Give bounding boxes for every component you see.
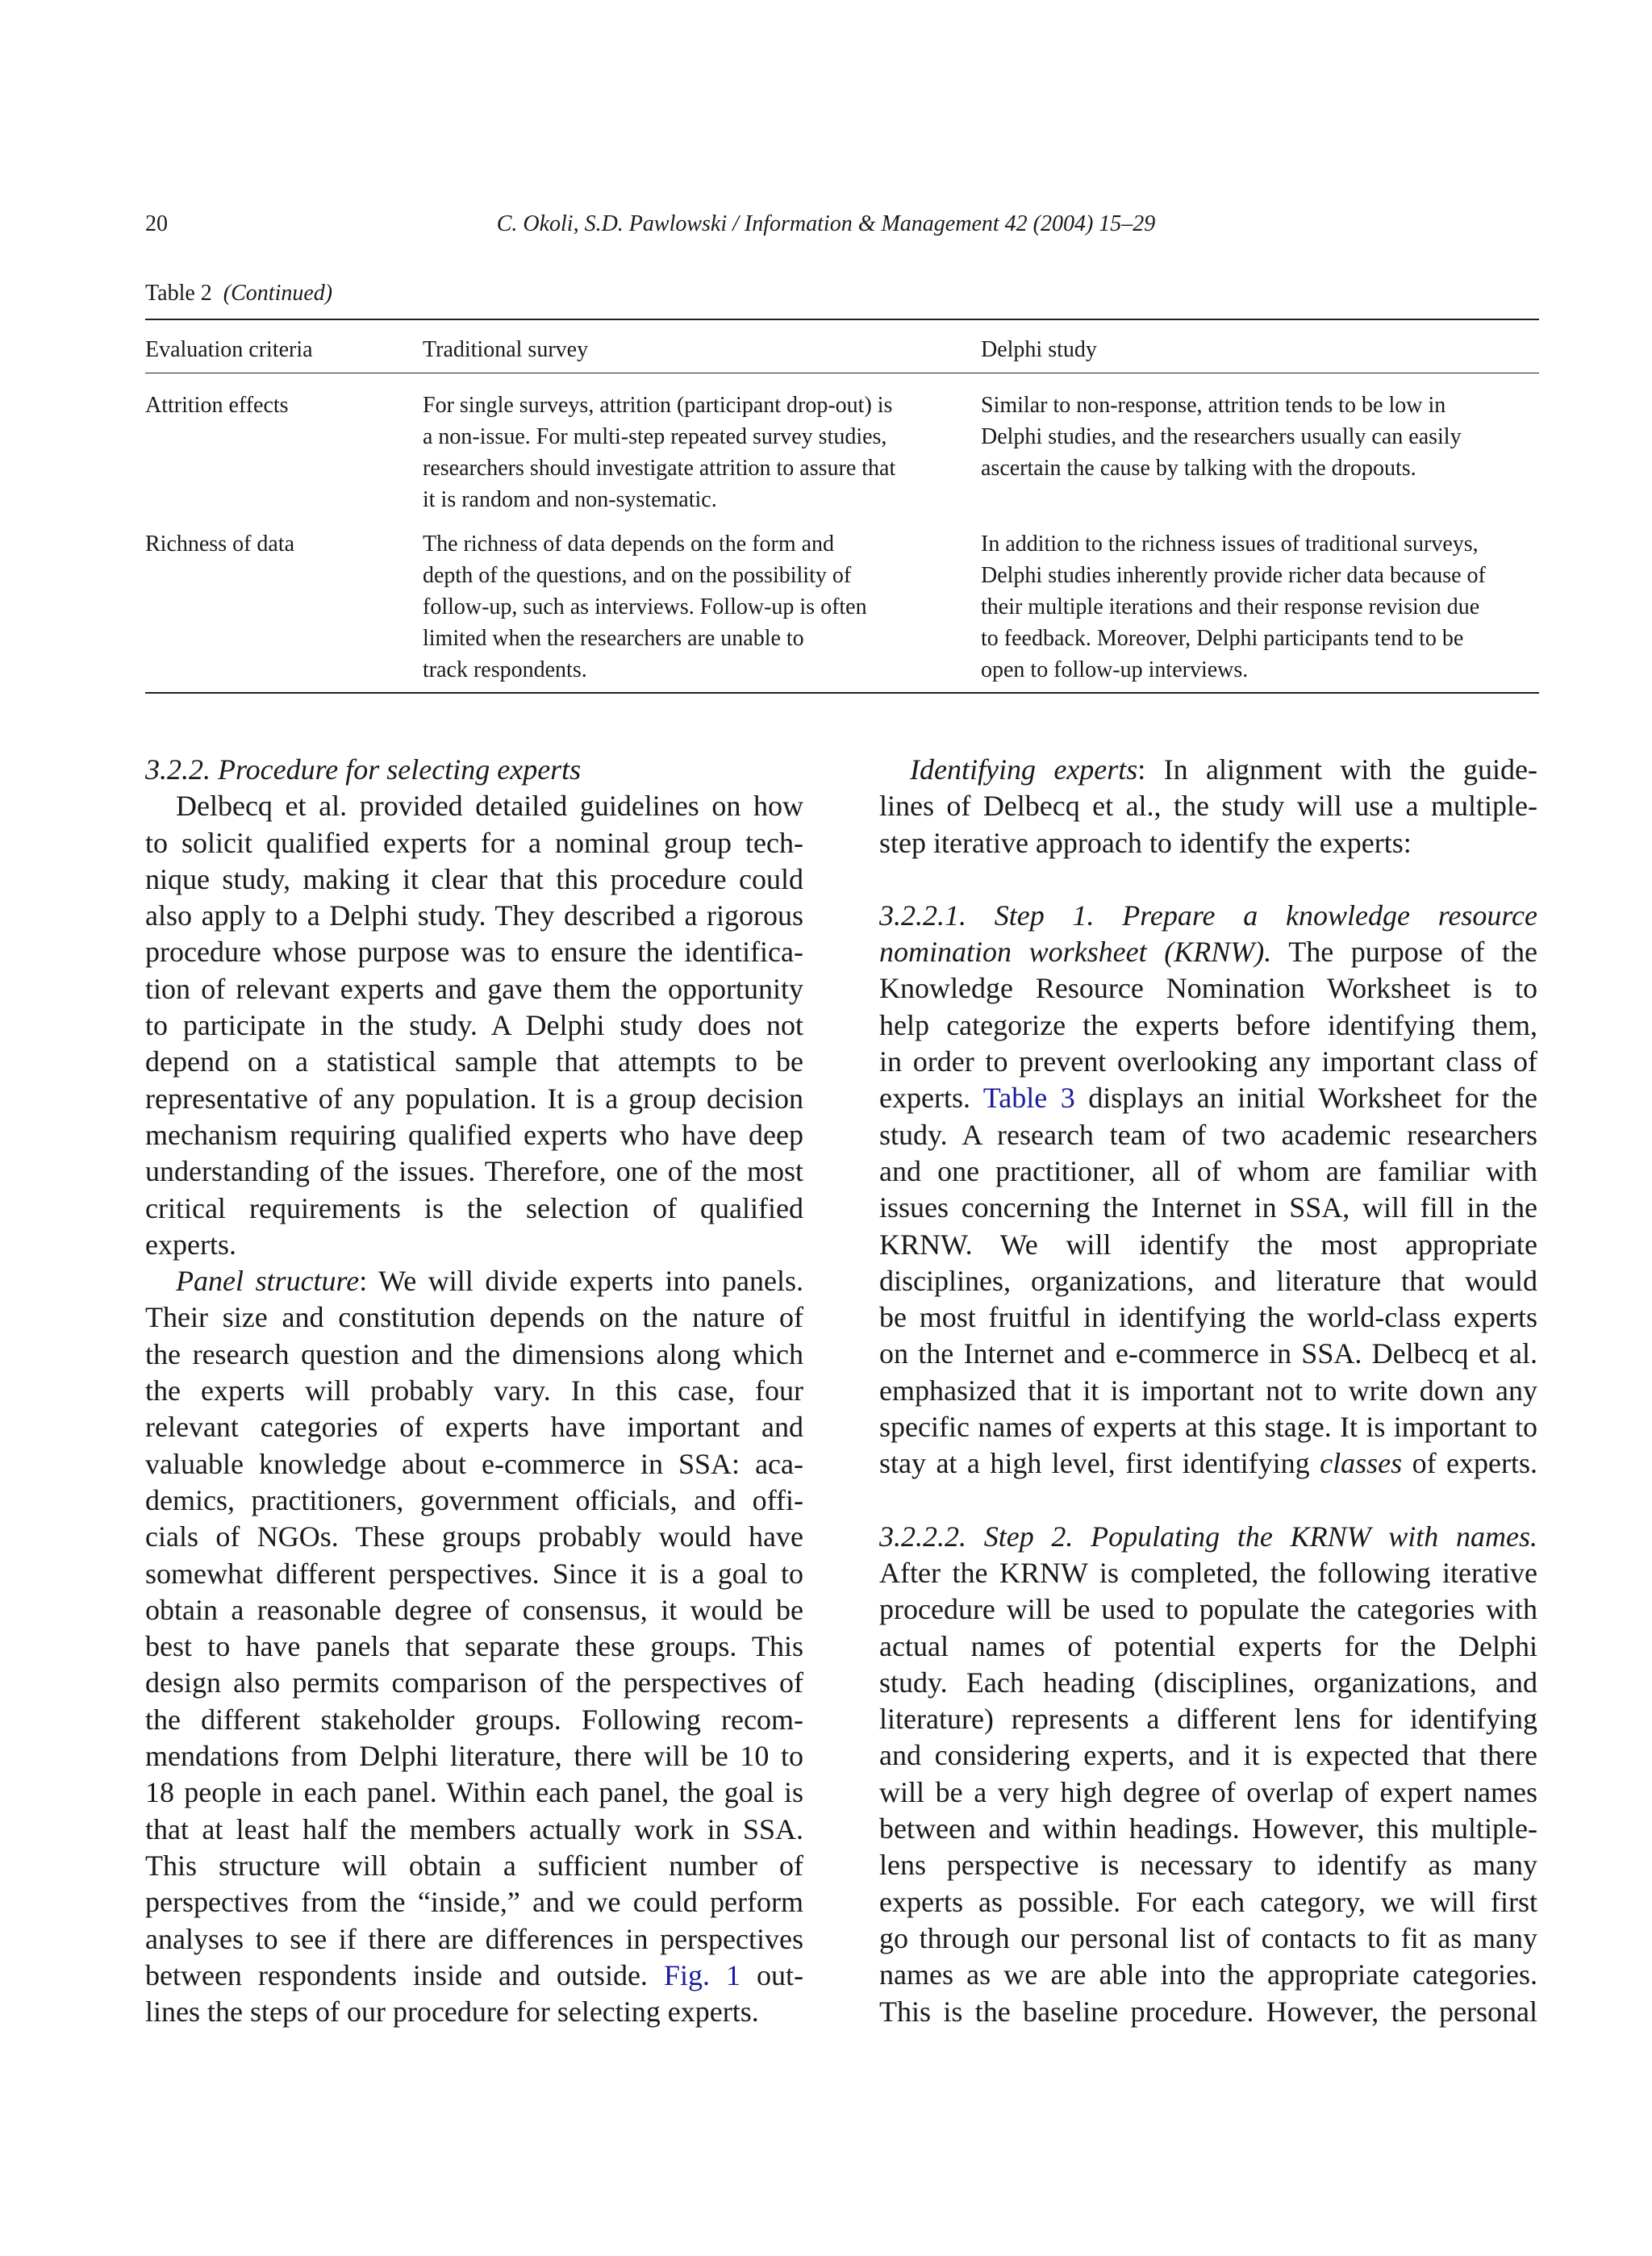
text-line: understanding of the issues. Therefore, one of the most xyxy=(145,1155,803,1188)
table-cell-line: to feedback. Moreover, Delphi participants tend to be xyxy=(981,626,1464,651)
text-line: Their size and constitution depends on the nature of xyxy=(145,1301,803,1334)
text-line: specific names of experts at this stage. It is important to xyxy=(879,1411,1537,1444)
table-caption xyxy=(145,281,332,306)
text-line: names as we are able into the appropriate categories. xyxy=(879,1958,1537,1991)
running-head: C. Okoli, S.D. Pawlowski / Information & Management 42 (2004) 15–29 xyxy=(496,211,1156,236)
text-line: cials of NGOs. These groups probably would have xyxy=(145,1520,803,1553)
table-3-link[interactable]: Table 3 xyxy=(982,1082,1075,1115)
text-line: to solicit qualified experts for a nominal group tech- xyxy=(145,826,803,859)
text-line: mendations from Delphi literature, there will be 10 to xyxy=(145,1740,803,1773)
table-caption-note: (Continued) xyxy=(223,281,333,306)
paragraph-step-1 xyxy=(879,898,1537,1482)
text-line: lines of Delbecq et al., the study will use a multiple- xyxy=(879,790,1537,823)
text-line: After the KRNW is completed, the following iterative xyxy=(879,1556,1537,1589)
text-line: that at least half the members actually work in SSA. xyxy=(145,1812,803,1845)
table-cell-line: In addition to the richness issues of traditional surveys, xyxy=(981,532,1479,557)
text-line: relevant categories of experts have important and xyxy=(145,1411,803,1444)
table-cell-line: limited when the researchers are unable to xyxy=(423,626,804,651)
table-cell-criterion: Richness of data xyxy=(145,532,295,557)
text-line: lines the steps of our procedure for selecting experts. xyxy=(145,1995,759,2029)
step-1-heading: 3.2.2.1. Step 1. Prepare a knowledge resource xyxy=(879,899,1537,932)
table-cell-line: Delphi studies inherently provide richer data because of xyxy=(981,563,1486,588)
table-cell-delphi xyxy=(981,390,1539,515)
table-cell-line: depth of the questions, and on the possibility of xyxy=(423,563,852,588)
comparison-table xyxy=(145,319,1539,694)
table-cell-line: track respondents. xyxy=(423,657,587,682)
table-header-cell: Delphi study xyxy=(981,337,1097,362)
text-line: 18 people in each panel. Within each panel, the goal is xyxy=(145,1776,803,1809)
table-cell-line: Delphi studies, and the researchers usually can easily xyxy=(981,424,1462,449)
text-line: the research question and the dimensions along which xyxy=(145,1337,803,1370)
text-line: nique study, making it clear that this procedure could xyxy=(145,862,803,895)
text-line: experts. Table 3 displays an initial Worksheet for the xyxy=(879,1082,1538,1115)
text-line: representative of any population. It is a group decision xyxy=(145,1082,803,1115)
text-line: also apply to a Delphi study. They described a rigorous xyxy=(145,899,803,932)
table-cell-line: ascertain the cause by talking with the dropouts. xyxy=(981,456,1416,481)
table-cell-line: open to follow-up interviews. xyxy=(981,657,1249,682)
left-column xyxy=(145,752,803,2030)
table-header-cell: Traditional survey xyxy=(423,337,589,362)
table-cell-criterion: Attrition effects xyxy=(145,393,289,418)
table-row xyxy=(145,515,1539,692)
text-line: lens perspective is necessary to identify as many xyxy=(879,1849,1537,1882)
paragraph-selecting-experts xyxy=(145,788,803,1263)
text-line: procedure will be used to populate the categories with xyxy=(879,1593,1537,1626)
text-line: tion of relevant experts and gave them the opportunity xyxy=(145,972,803,1005)
table-cell-traditional xyxy=(423,390,981,515)
text-line: study. Each heading (disciplines, organizations, and xyxy=(879,1666,1537,1699)
table-bottom-rule xyxy=(145,692,1539,694)
step-1-heading-cont: nomination worksheet (KRNW). xyxy=(879,936,1272,969)
text-line: help categorize the experts before identifying them, xyxy=(879,1008,1537,1041)
text-line: This is the baseline procedure. However, the personal xyxy=(879,1995,1537,2028)
text-line: somewhat different perspectives. Since it is a goal to xyxy=(145,1557,803,1590)
paragraph-identifying-experts xyxy=(879,752,1537,861)
text-line: disciplines, organizations, and literature that would xyxy=(879,1264,1537,1297)
text-line: step iterative approach to identify the experts: xyxy=(879,826,1412,859)
text-line: Panel structure: We will divide experts into panels. xyxy=(176,1265,804,1298)
text-line: between respondents inside and outside. Fig. 1 out- xyxy=(145,1958,803,1991)
table-cell-line: their multiple iterations and their response revision due xyxy=(981,594,1480,619)
paragraph-panel-structure xyxy=(145,1263,803,2030)
paragraph-step-2 xyxy=(879,1519,1537,2030)
table-header-row xyxy=(145,320,1539,373)
table-cell-line: researchers should investigate attrition to assure that xyxy=(423,456,896,481)
text-line: the different stakeholder groups. Following recom- xyxy=(145,1703,803,1736)
page-number: 20 xyxy=(145,211,168,236)
text-line: best to have panels that separate these groups. This xyxy=(145,1630,803,1663)
text-line: the experts will probably vary. In this case, four xyxy=(145,1374,803,1407)
table-cell-line: The richness of data depends on the form and xyxy=(423,532,835,557)
step-2-heading: 3.2.2.2. Step 2. Populating the KRNW with names. xyxy=(879,1520,1537,1553)
text-line: obtain a reasonable degree of consensus, it would be xyxy=(145,1593,803,1626)
text-line: experts as possible. For each category, we will first xyxy=(879,1885,1537,1918)
text-line: mechanism requiring qualified experts who have deep xyxy=(145,1118,803,1151)
text-line: in order to prevent overlooking any important class of xyxy=(879,1045,1537,1078)
text-line: study. A research team of two academic researchers xyxy=(879,1118,1537,1151)
table-row xyxy=(145,373,1539,515)
run-in-heading: Identifying experts xyxy=(910,753,1138,786)
text-line: and one practitioner, all of whom are familiar with xyxy=(879,1154,1537,1187)
figure-1-link[interactable]: Fig. 1 xyxy=(663,1958,740,1991)
run-in-heading: Panel structure xyxy=(176,1265,360,1298)
text-line: experts. xyxy=(145,1228,236,1261)
table-cell-traditional xyxy=(423,528,981,686)
text-line: issues concerning the Internet in SSA, will fill in the xyxy=(879,1191,1537,1224)
table-caption-label: Table 2 xyxy=(145,281,212,306)
text-line: be most fruitful in identifying the world-class experts xyxy=(879,1301,1537,1334)
text-line: This structure will obtain a sufficient number of xyxy=(145,1849,803,1882)
right-column xyxy=(879,752,1537,2030)
text-line: Knowledge Resource Nomination Worksheet is to xyxy=(879,972,1537,1005)
section-heading: 3.2.2. Procedure for selecting experts xyxy=(145,753,582,786)
table-cell-delphi xyxy=(981,528,1539,686)
text-line: KRNW. We will identify the most appropriate xyxy=(879,1228,1537,1261)
text-line: go through our personal list of contacts to fit as many xyxy=(879,1921,1537,1954)
text-line: stay at a high level, first identifying classes of experts. xyxy=(879,1447,1537,1480)
table-cell-line: Similar to non-response, attrition tends to be low in xyxy=(981,393,1446,418)
text-line: literature) represents a different lens for identifying xyxy=(879,1703,1537,1736)
text-line: depend on a statistical sample that attempts to be xyxy=(145,1045,803,1078)
text-line: demics, practitioners, government officials, and offi- xyxy=(145,1483,803,1516)
text-line: between and within headings. However, this multiple- xyxy=(879,1812,1537,1845)
table-header-cell: Evaluation criteria xyxy=(145,337,313,362)
table-cell-line: follow-up, such as interviews. Follow-up is often xyxy=(423,594,867,619)
text-line: perspectives from the “inside,” and we could perform xyxy=(145,1886,803,1919)
table-cell-line: a non-issue. For multi-step repeated survey studies, xyxy=(423,424,887,449)
text-line: analyses to see if there are differences in perspectives xyxy=(145,1922,803,1955)
table-cell-line: it is random and non-systematic. xyxy=(423,487,717,512)
text-line: valuable knowledge about e-commerce in SSA: aca- xyxy=(145,1447,803,1480)
table-cell-line: For single surveys, attrition (participant drop-out) is xyxy=(423,393,893,418)
text-line: actual names of potential experts for the Delphi xyxy=(879,1629,1537,1662)
text-line: Delbecq et al. provided detailed guidelines on how xyxy=(176,790,803,823)
text-line: on the Internet and e-commerce in SSA. Delbecq et al. xyxy=(879,1337,1537,1370)
text-line: Identifying experts: In alignment with the guide- xyxy=(910,753,1537,786)
text-line: procedure whose purpose was to ensure the identifica- xyxy=(145,936,803,969)
text-line: nomination worksheet (KRNW). The purpose of the xyxy=(879,936,1538,969)
text-line: and considering experts, and it is expected that there xyxy=(879,1739,1537,1772)
spacer xyxy=(879,1482,1537,1519)
text-line: emphasized that it is important not to write down any xyxy=(879,1374,1537,1407)
text-line: will be a very high degree of overlap of expert names xyxy=(879,1775,1537,1808)
text-line: design also permits comparison of the perspectives of xyxy=(145,1666,803,1699)
text-line: to participate in the study. A Delphi study does not xyxy=(145,1009,803,1042)
spacer xyxy=(879,861,1537,898)
text-line: critical requirements is the selection of qualified xyxy=(145,1191,803,1224)
